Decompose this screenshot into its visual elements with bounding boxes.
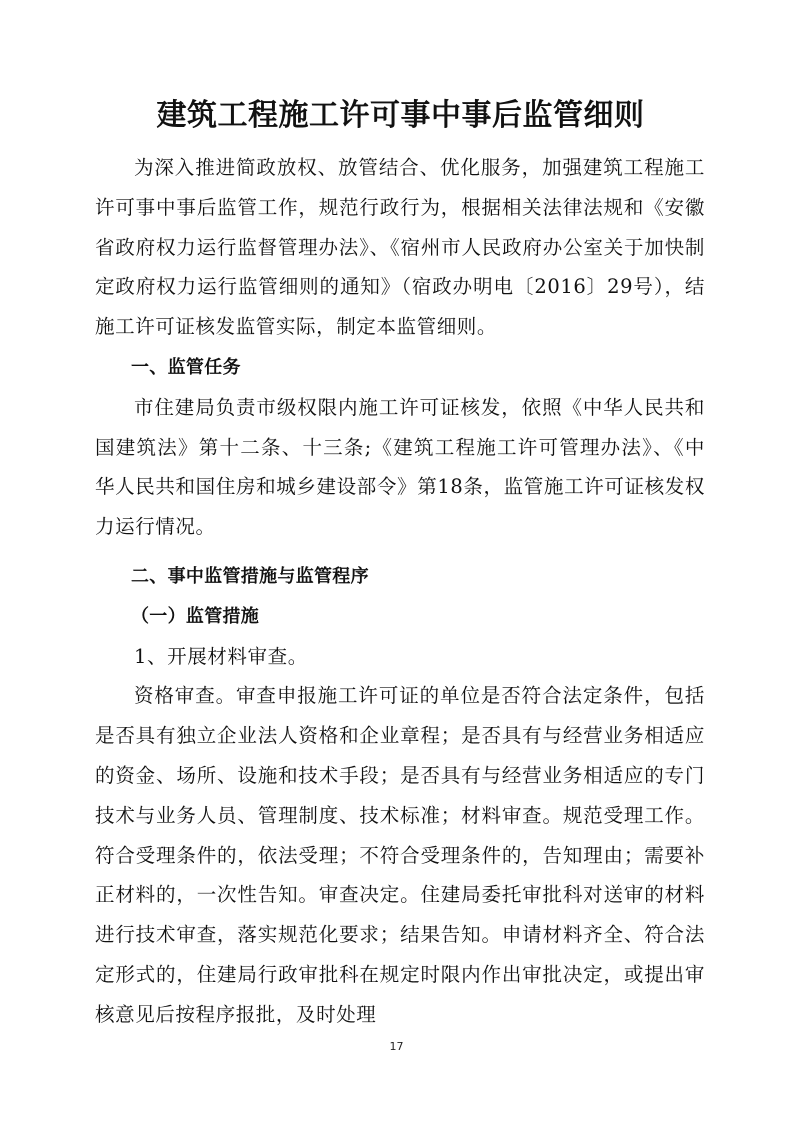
section-2-paragraph: 资格审查。审查申报施工许可证的单位是否符合法定条件，包括是否具有独立企业法人资格和企业章程；是否具有与经营业务相适应的资金、场所、设施和技术手段；是否具有与经营业务相适应的专门技术与业务人员、管理制度、技术标准；材料审查。规范受理工作。符合受理条件的，依法受理；不符合受理条件的，告知理由；需要补正材料的，一次性告知。审查决定。住建局委托审批科对送审的材料进行技术审查，落实规范化要求；结果告知。申请材料齐全、符合法定形式的，住建局行政审批科在规定时限内作出审批决定，或提出审核意见后按程序报批，及时处理 bbox=[95, 684, 705, 1026]
page-number: 17 bbox=[389, 1040, 404, 1053]
intro-paragraph: 为深入推进简政放权、放管结合、优化服务，加强建筑工程施工许可事中事后监管工作，规范行政行为，根据相关法律法规和《安徽省政府权力运行监督管理办法》、《宿州市人民政府办公室关于加快制定政府权力运行监管细则的通知》（宿政办明电〔2016〕29号），结施工许可证核发监管实际，制定本监管细则。 bbox=[95, 156, 705, 339]
section-2-subheading: （一）监管措施 bbox=[131, 605, 260, 627]
section-1-paragraph: 市住建局负责市级权限内施工许可证核发，依照《中华人民共和国建筑法》第十二条、十三条;《建筑工程施工许可管理办法》、《中华人民共和国住房和城乡建设部令》第18条，监管施工许可证核发权力运行情况。 bbox=[95, 395, 705, 539]
section-2-heading: 二、事中监管措施与监管程序 bbox=[131, 565, 369, 587]
section-2-item-1: 1、开展材料审查。 bbox=[134, 644, 308, 668]
document-title: 建筑工程施工许可事中事后监管细则 bbox=[156, 98, 645, 133]
section-1-heading: 一、监管任务 bbox=[131, 356, 241, 378]
document-body bbox=[95, 148, 705, 1035]
